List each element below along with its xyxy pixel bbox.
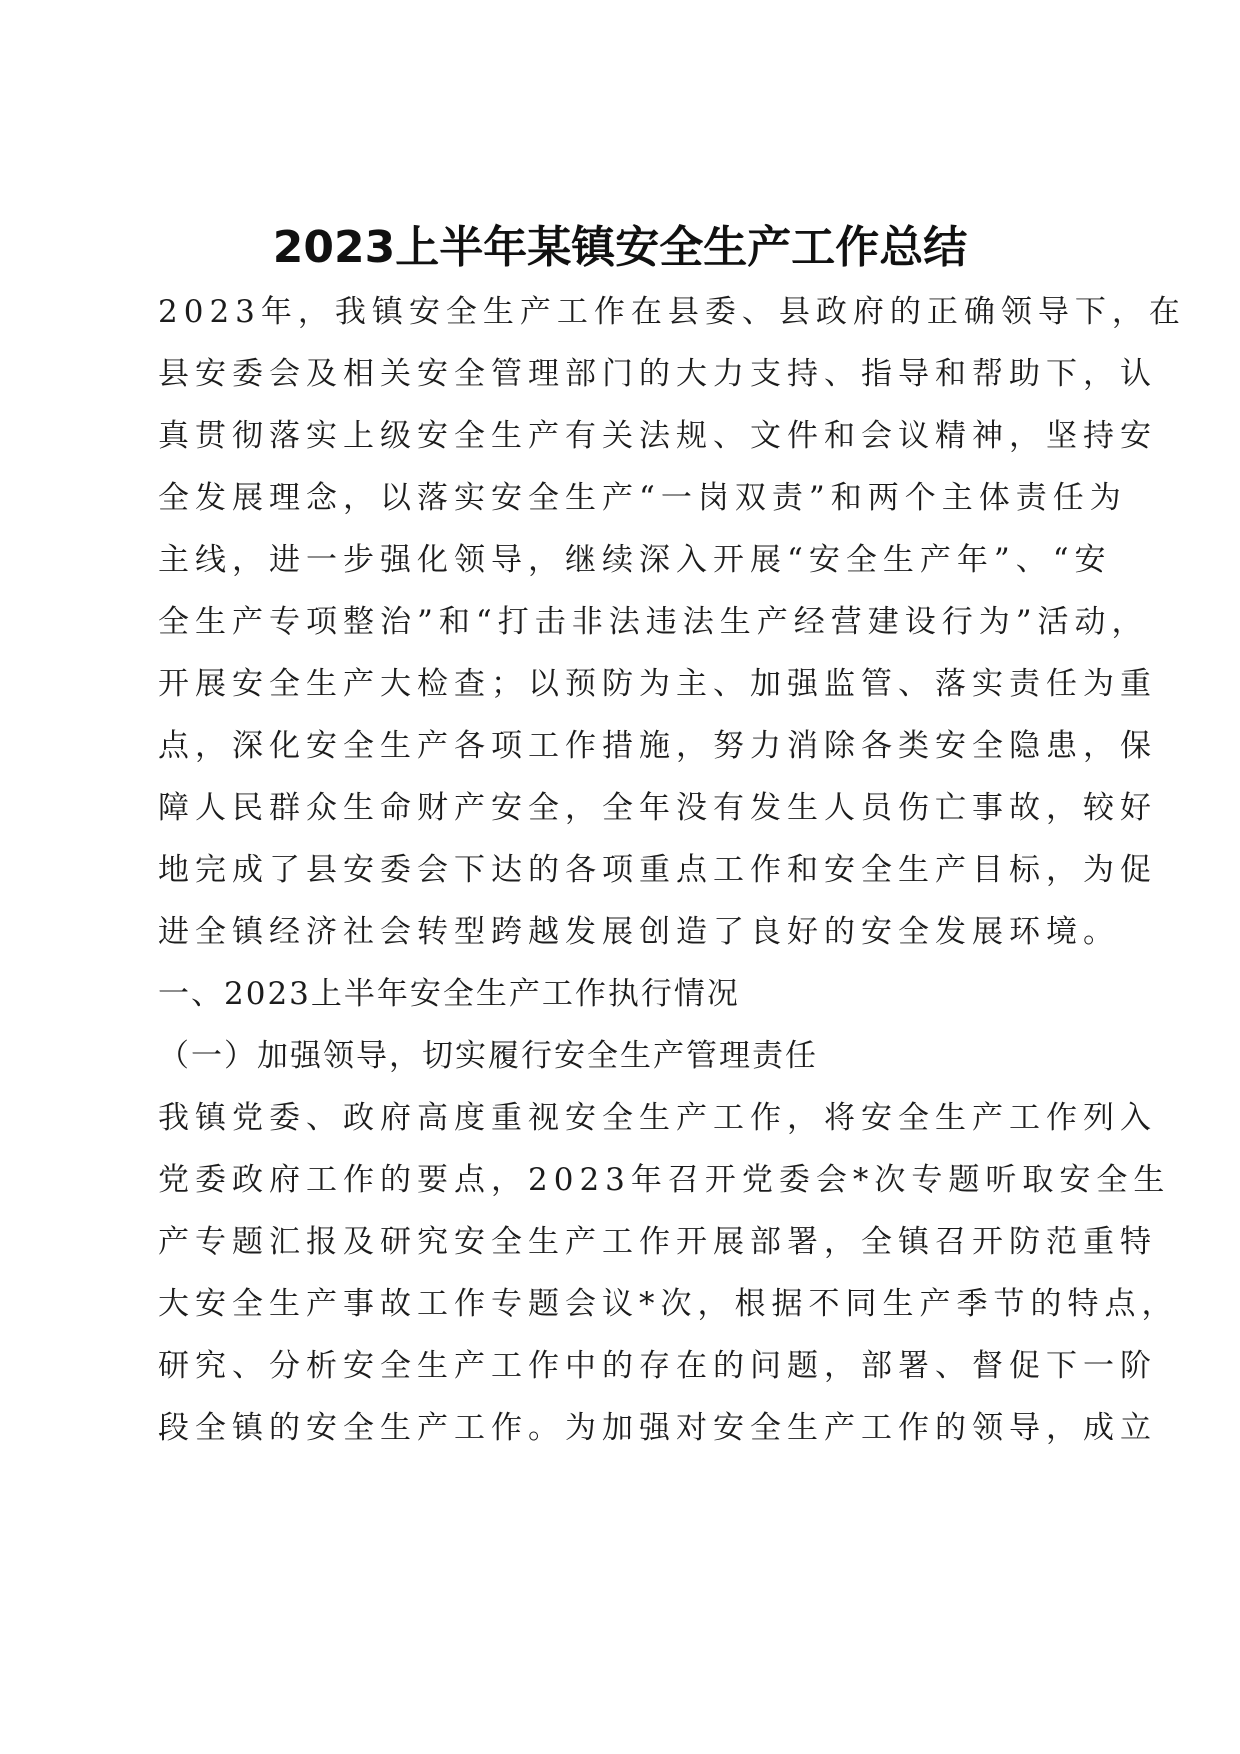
paragraph-line: 进全镇经济社会转型跨越发展创造了良好的安全发展环境。 (158, 914, 1120, 950)
paragraph-line: 点，深化安全生产各项工作措施，努力消除各类安全隐患，保 (158, 728, 1157, 764)
paragraph-line: 我镇党委、政府高度重视安全生产工作，将安全生产工作列入 (158, 1100, 1157, 1136)
section-heading: 一、2023上半年安全生产工作执行情况 (158, 976, 740, 1012)
paragraph-line: 2023年，我镇安全生产工作在县委、县政府的正确领导下，在 (158, 294, 1186, 330)
paragraph-line: 全生产专项整治”和“打击非法违法生产经营建设行为”活动， (158, 604, 1149, 640)
paragraph-line: 产专题汇报及研究安全生产工作开展部署，全镇召开防范重特 (158, 1224, 1157, 1260)
subsection-heading: （一）加强领导，切实履行安全生产管理责任 (158, 1038, 818, 1074)
document-title: 2023上半年某镇安全生产工作总结 (272, 222, 968, 273)
paragraph-line: 县安委会及相关安全管理部门的大力支持、指导和帮助下，认 (158, 356, 1157, 392)
paragraph-line: 障人民群众生命财产安全，全年没有发生人员伤亡事故，较好 (158, 790, 1157, 826)
paragraph-line: 研究、分析安全生产工作中的存在的问题，部署、督促下一阶 (158, 1348, 1157, 1384)
paragraph-line: 主线，进一步强化领导，继续深入开展“安全生产年”、“安 (158, 542, 1112, 578)
paragraph-line: 党委政府工作的要点，2023年召开党委会*次专题听取安全生 (158, 1162, 1171, 1198)
paragraph-line: 地完成了县安委会下达的各项重点工作和安全生产目标，为促 (158, 852, 1157, 888)
paragraph-line: 大安全生产事故工作专题会议*次，根据不同生产季节的特点， (158, 1286, 1179, 1322)
paragraph-line: 开展安全生产大检查；以预防为主、加强监管、落实责任为重 (158, 666, 1157, 702)
paragraph-line: 真贯彻落实上级安全生产有关法规、文件和会议精神，坚持安 (158, 418, 1157, 454)
paragraph-line: 段全镇的安全生产工作。为加强对安全生产工作的领导，成立 (158, 1410, 1157, 1446)
paragraph-line: 全发展理念，以落实安全生产“一岗双责”和两个主体责任为 (158, 480, 1127, 516)
